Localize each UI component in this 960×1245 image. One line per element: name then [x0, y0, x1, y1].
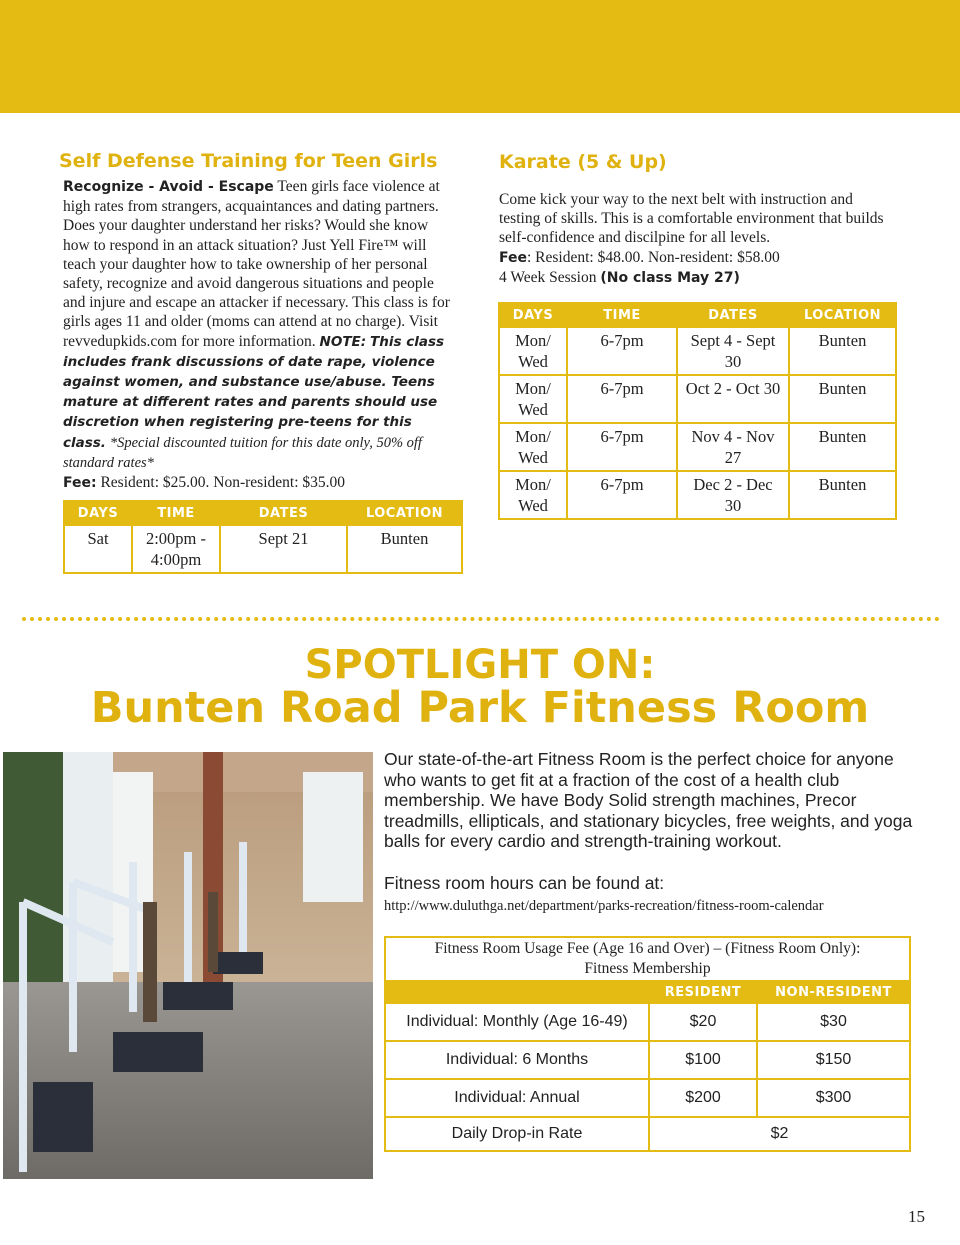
cell-days: Mon/ Wed: [499, 327, 567, 375]
table-header-row: [499, 303, 896, 327]
karate-session: 4 Week Session: [499, 268, 601, 286]
plan-label: Individual: Annual: [385, 1079, 649, 1117]
col-header-resident: RESIDENT: [649, 981, 757, 1003]
dropin-value: $2: [649, 1117, 910, 1151]
col-header-location: LOCATION: [789, 303, 896, 327]
non-resident-fee: $150: [757, 1041, 910, 1079]
self-defense-note: This class includes frank discussions of date rape, violence against women, and substance use/abuse. Teens mature at different rates and parents should use discretion when registering pre-teens for this class.: [63, 333, 445, 451]
karate-title: Karate (5 & Up): [499, 151, 667, 173]
col-header-days: DAYS: [499, 303, 567, 327]
cell-days: Mon/ Wed: [499, 423, 567, 471]
self-defense-title: Self Defense Training for Teen Girls: [59, 150, 438, 172]
self-defense-section: [59, 150, 459, 493]
fee-caption-row: [385, 937, 910, 981]
self-defense-fee: Resident: $25.00. Non-resident: $35.00: [100, 474, 345, 492]
karate-fee-label: Fee: [499, 249, 527, 266]
fee-caption: [385, 937, 910, 981]
karate-fee: : Resident: $48.00. Non-resident: $58.00: [527, 248, 780, 266]
karate-schedule-table: [498, 302, 897, 520]
cell-time: 6-7pm: [567, 375, 677, 423]
spotlight-heading-line2: Bunten Road Park Fitness Room: [90, 683, 870, 733]
col-header-plan: [385, 981, 649, 1003]
cell-days: Mon/ Wed: [499, 375, 567, 423]
cell-time: 2:00pm - 4:00pm: [132, 525, 220, 573]
fee-caption-line2: Fitness Membership: [584, 960, 711, 977]
cell-dates: Nov 4 - Nov 27: [677, 423, 789, 471]
col-header-time: TIME: [132, 501, 220, 525]
table-row: [385, 1003, 910, 1041]
table-row: [385, 1079, 910, 1117]
fee-header-row: [385, 981, 910, 1003]
plan-label: Individual: 6 Months: [385, 1041, 649, 1079]
page-number: 15: [908, 1207, 925, 1226]
plan-label: Individual: Monthly (Age 16-49): [385, 1003, 649, 1041]
fee-label: Fee:: [63, 475, 97, 492]
non-resident-fee: $30: [757, 1003, 910, 1041]
table-row: [385, 1041, 910, 1079]
cell-location: Bunten: [789, 471, 896, 519]
col-header-dates: DATES: [677, 303, 789, 327]
non-resident-fee: $300: [757, 1079, 910, 1117]
table-row: [499, 375, 896, 423]
table-row: [499, 423, 896, 471]
cell-dates: Dec 2 - Dec 30: [677, 471, 789, 519]
cell-days: Sat: [64, 525, 132, 573]
cell-time: 6-7pm: [567, 471, 677, 519]
col-header-time: TIME: [567, 303, 677, 327]
cell-dates: Sept 21: [220, 525, 347, 573]
table-header-row: [64, 501, 462, 525]
fitness-description: Our state-of-the-art Fitness Room is the perfect choice for anyone who wants to get fit at a fraction of the cost of a health club membership. We have Body Solid strength machines, Precor treadmills, ellipticals, and stationary bicycles, free weights, and yoga balls for every cardio and strength-training workout.: [384, 749, 913, 852]
fitness-fee-table: [384, 936, 911, 1152]
header-banner: [0, 0, 960, 113]
karate-session-note: (No class May 27): [600, 269, 740, 286]
col-header-dates: DATES: [220, 501, 347, 525]
note-label: NOTE:: [319, 333, 367, 350]
cell-time: 6-7pm: [567, 327, 677, 375]
cell-location: Bunten: [789, 423, 896, 471]
karate-section: [499, 151, 899, 288]
fee-caption-line1: Fitness Room Usage Fee (Age 16 and Over) – (Fitness Room Only):: [434, 940, 861, 957]
karate-body: Come kick your way to the next belt with instruction and testing of skills. This is a comfortable environment that builds self-confidence and discilpine for all levels.: [499, 191, 884, 247]
cell-location: Bunten: [789, 327, 896, 375]
cell-dates: Oct 2 - Oct 30: [677, 375, 789, 423]
cell-days: Mon/ Wed: [499, 471, 567, 519]
fitness-description-block: [384, 749, 914, 916]
calendar-link[interactable]: http://www.duluthga.net/department/parks-recreation/fitness-room-calendar: [384, 897, 824, 914]
table-row: [64, 525, 462, 573]
resident-fee: $100: [649, 1041, 757, 1079]
col-header-location: LOCATION: [347, 501, 462, 525]
fitness-room-photo: [3, 752, 373, 1179]
cell-location: Bunten: [347, 525, 462, 573]
cell-dates: Sept 4 - Sept 30: [677, 327, 789, 375]
resident-fee: $20: [649, 1003, 757, 1041]
dropin-label: Daily Drop-in Rate: [385, 1117, 649, 1151]
cell-time: 6-7pm: [567, 423, 677, 471]
spotlight-heading-line1: SPOTLIGHT ON:: [304, 642, 656, 688]
self-defense-lead: Recognize - Avoid - Escape: [63, 179, 274, 195]
resident-fee: $200: [649, 1079, 757, 1117]
dotted-divider: [22, 617, 940, 621]
cell-location: Bunten: [789, 375, 896, 423]
table-row: [499, 471, 896, 519]
table-row: [385, 1117, 910, 1151]
self-defense-schedule-table: [63, 500, 463, 574]
col-header-non-resident: NON-RESIDENT: [757, 981, 910, 1003]
self-defense-body: Teen girls face violence at high rates from strangers, acquaintances and dating partners. Does your daughter understand her risks? Would she know how to respond in an attack situation? Just Yell Fire™ will teach your daughter how to take ownership of her personal safety, recognize and avoid dangerous situations and people and injure and escape an attacker if necessary. This class is for girls ages 11 and older (moms can attend at no charge). Visit revvedupkids.com for more information.: [63, 178, 450, 350]
hours-label: Fitness room hours can be found at:: [384, 872, 665, 893]
discount-note: *Special discounted tuition for this date only, 50% off standard rates*: [63, 434, 422, 471]
col-header-days: DAYS: [64, 501, 132, 525]
table-row: [499, 327, 896, 375]
